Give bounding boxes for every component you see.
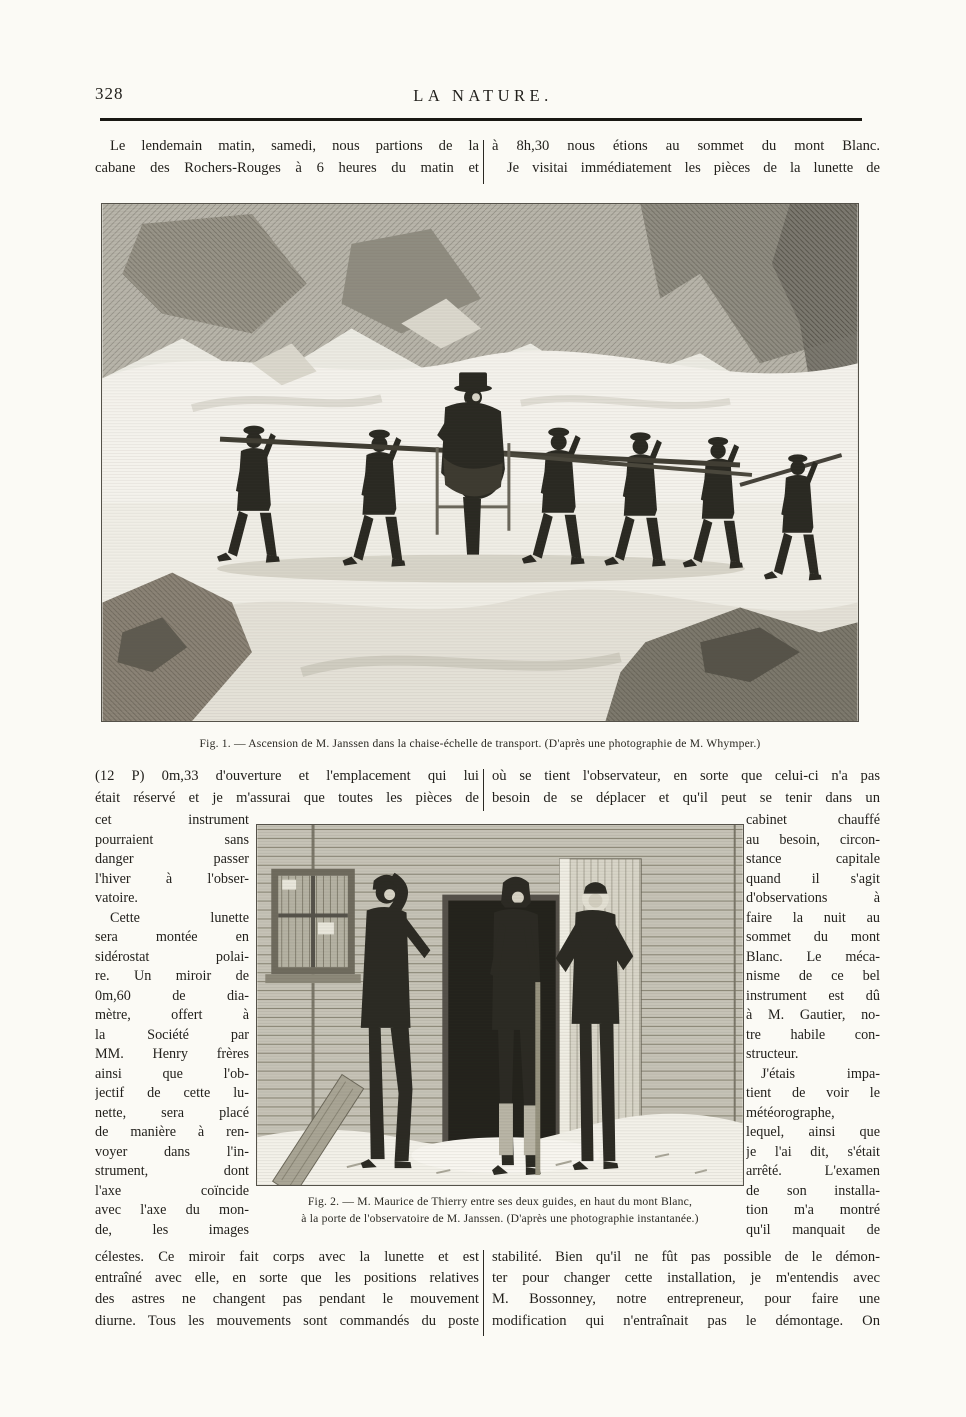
bottom-right-column (492, 1247, 880, 1332)
figure1-ascension-scene (102, 204, 858, 721)
text-line: instrument est dû (746, 987, 880, 1004)
figure2-observatory-scene (257, 825, 743, 1185)
text-line: de son installa- (746, 1182, 880, 1199)
text-line: J'étais impa- (761, 1065, 880, 1082)
text-line: sommet du mont (746, 929, 880, 945)
text-line: l'hiver à l'obser- (95, 870, 249, 887)
text-line: cet instrument (95, 812, 249, 828)
text-line: vatoire. (95, 890, 138, 906)
text-line: l'axe coïncide (95, 1182, 249, 1199)
text-line: célestes. Ce miroir fait corps avec la lunette et est (95, 1249, 479, 1265)
top-left-column (95, 136, 479, 180)
text-line: modification qui n'entraînait pas le démontage. On (492, 1312, 880, 1329)
text-line: jectif de cette lu- (95, 1085, 249, 1101)
text-line: tion m'a montré (746, 1202, 880, 1218)
text-line: diurne. Tous les mouvements sont commandés du poste (95, 1312, 479, 1329)
text-line: lequel, ainsi que (746, 1124, 880, 1140)
text-line: au besoin, circon- (746, 831, 880, 848)
text-line: à la porte de l'observatoire de M. Janssen. (D'après une photographie instantanée.) (301, 1211, 699, 1225)
text-line: danger passer (95, 851, 249, 867)
middle-left-narrow-column (95, 811, 249, 1240)
text-line: de manière à ren- (95, 1124, 249, 1140)
text-line: météorographe, (746, 1104, 835, 1121)
middle-right-intro (492, 766, 880, 810)
text-line: Blanc. Le méca- (746, 948, 880, 965)
text-line: Cette lunette (110, 909, 249, 926)
text-line: ainsi que l'ob- (95, 1065, 249, 1082)
text-line: avec l'axe du mon- (95, 1202, 249, 1218)
text-line: je l'ai dit, s'était (746, 1143, 880, 1160)
column-divider-top (483, 140, 484, 184)
journal-title: LA NATURE. (413, 86, 553, 105)
text-line: à 8h,30 nous étions au sommet du mont Blanc. (492, 138, 880, 154)
bottom-left-column (95, 1247, 479, 1332)
figure1-engraving (101, 203, 859, 722)
text-line: stabilité. Bien qu'il ne fût pas possible de le démon- (492, 1249, 880, 1265)
text-line: nette, sera placé (95, 1104, 249, 1121)
text-line: Le lendemain matin, samedi, nous partions de la (110, 138, 479, 154)
text-line: pourraient sans (95, 831, 249, 848)
text-line: besoin de se déplacer et qu'il peut se tenir dans un (492, 789, 880, 806)
text-line: cabinet chauffé (746, 812, 880, 828)
text-line: faire la nuit au (746, 909, 880, 926)
text-line: la Société par (95, 1026, 249, 1043)
text-line: stance capitale (746, 851, 880, 867)
text-line: voyer dans l'in- (95, 1143, 249, 1160)
middle-right-narrow-column (746, 811, 880, 1240)
text-line: était réservé et je m'assurai que toutes les pièces de (95, 789, 479, 806)
text-line: Je visitai immédiatement les pièces de la lunette de (507, 159, 880, 176)
text-line: re. Un miroir de (95, 968, 249, 984)
text-line: des astres ne changent pas pendant le mouvement (95, 1291, 479, 1308)
figure2-caption (256, 1194, 744, 1227)
text-line: tre habile con- (746, 1026, 880, 1043)
engraving-hatch-overlay (102, 204, 857, 721)
text-line: M. Bossonney, notre entrepreneur, pour faire une (492, 1291, 880, 1308)
text-line: MM. Henry frères (95, 1046, 249, 1062)
text-line: tient de voir le (746, 1085, 880, 1101)
text-line: mètre, offert à (95, 1007, 249, 1023)
page-number: 328 (95, 84, 124, 103)
figure2-engraving (256, 824, 744, 1186)
text-line: 0m,60 de dia- (95, 987, 249, 1004)
text-line: strument, dont (95, 1163, 249, 1179)
text-line: nisme de ce bel (746, 968, 880, 984)
text-line: quand il s'agit (746, 870, 880, 887)
text-line: qu'il manquait de (746, 1221, 880, 1238)
text-line: Fig. 2. — M. Maurice de Thierry entre ses deux guides, en haut du mont Blanc, (307, 1195, 693, 1208)
text-line: sidérostat polai- (95, 948, 249, 965)
figure1-caption: Fig. 1. — Ascension de M. Janssen dans la chaise-échelle de transport. (D'après une photographie de M. Whymper.) (199, 737, 761, 750)
text-line: arrêté. L'examen (746, 1163, 880, 1179)
text-line: à M. Gautier, no- (746, 1007, 880, 1023)
text-line: de, les images (95, 1221, 249, 1238)
text-line: d'observations à (746, 890, 880, 906)
text-line: structeur. (746, 1046, 799, 1062)
top-right-column (492, 136, 880, 180)
text-line: (12 P) 0m,33 d'ouverture et l'emplacement qui lui (95, 768, 479, 784)
text-line: où se tient l'observateur, en sorte que celui-ci n'a pas (492, 768, 880, 784)
engraving-hatch-overlay (257, 825, 742, 1185)
text-line: cabane des Rochers-Rouges à 6 heures du matin et (95, 159, 479, 176)
text-line: sera montée en (95, 929, 249, 945)
column-divider-bottom (483, 1250, 484, 1336)
header-rule (100, 118, 862, 121)
text-line: ter pour changer cette installation, je m'entendis avec (492, 1270, 880, 1287)
text-line: entraîné avec elle, en sorte que les positions relatives (95, 1270, 479, 1287)
middle-left-intro (95, 766, 479, 810)
column-divider-middle (483, 769, 484, 811)
